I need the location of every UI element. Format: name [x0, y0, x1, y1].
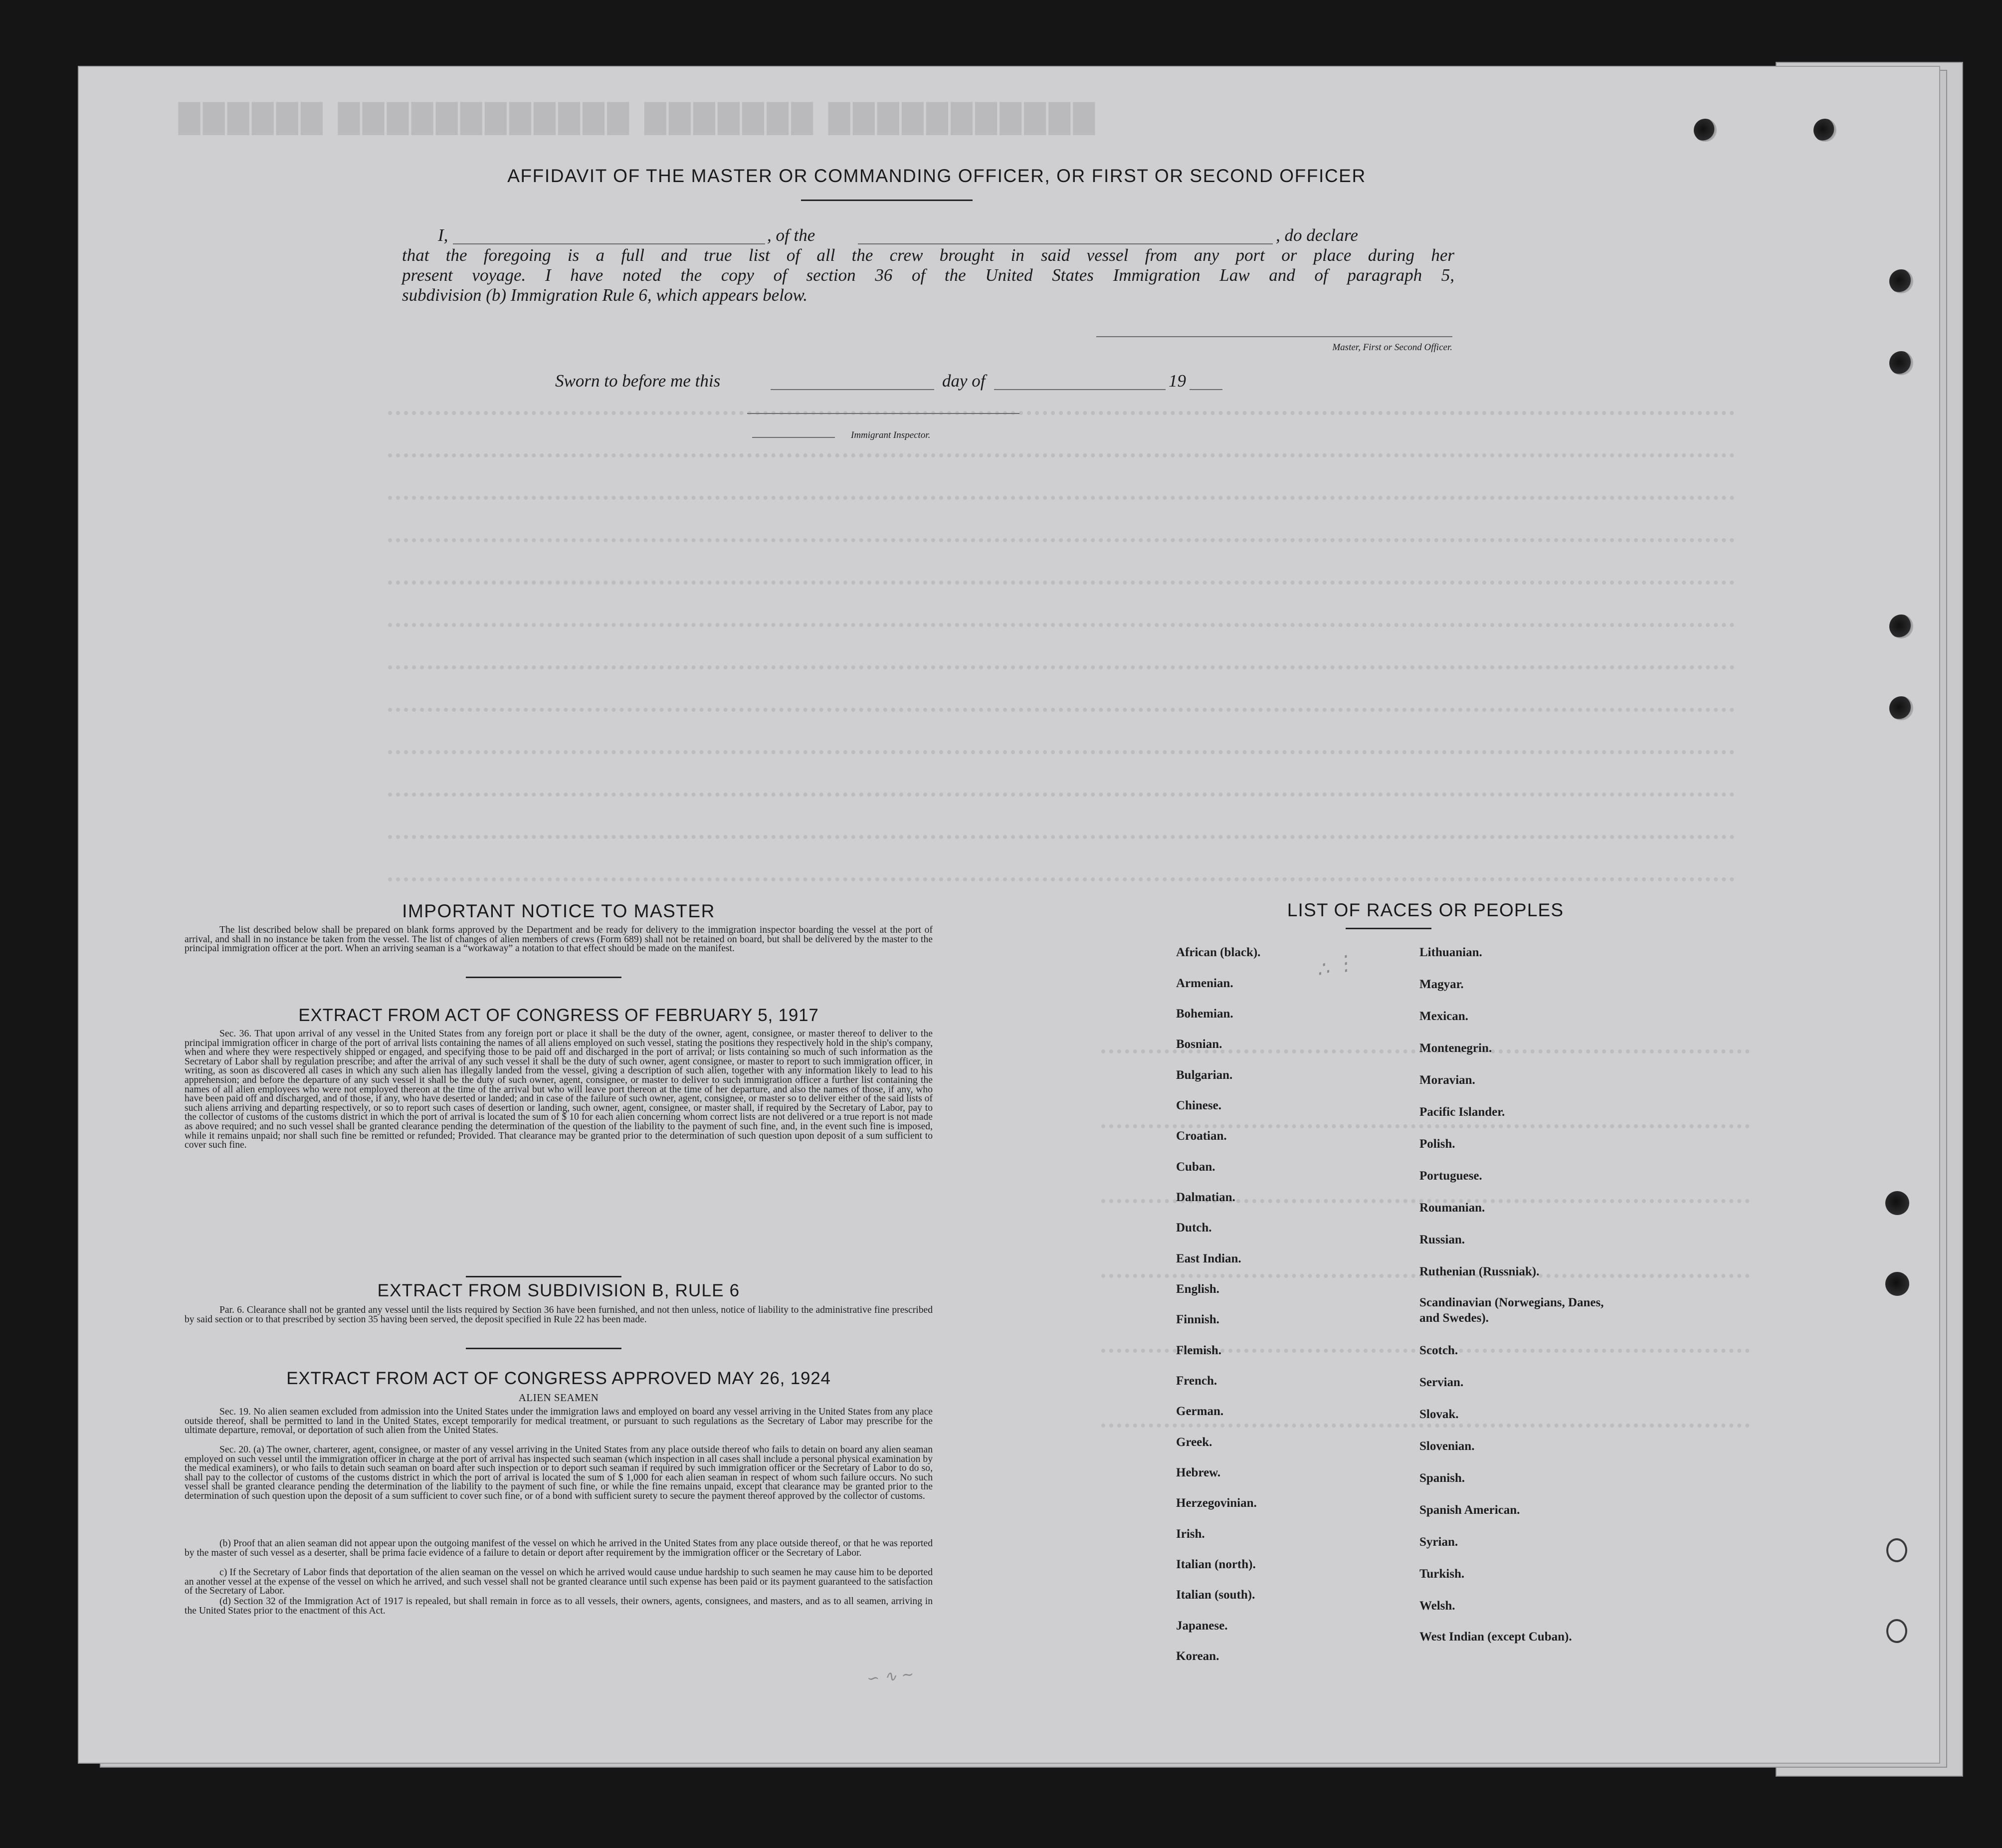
extract-rule6-title: EXTRACT FROM SUBDIVISION B, RULE 6 — [377, 1281, 740, 1300]
race-item: Slovenian. — [1419, 1439, 1475, 1453]
race-item: East Indian. — [1176, 1252, 1241, 1265]
notice-rule — [466, 977, 621, 978]
declaration-prefix: I, — [438, 225, 448, 245]
punch-hole — [1885, 1191, 1909, 1215]
race-item: Bosnian. — [1176, 1037, 1222, 1051]
race-item: Dalmatian. — [1176, 1191, 1235, 1204]
race-item: Mexican. — [1419, 1010, 1468, 1023]
race-item: Roumanian. — [1419, 1201, 1485, 1215]
race-item: Herzegovinian. — [1176, 1496, 1257, 1510]
punch-hole — [1885, 1272, 1909, 1296]
bleed-through-header: ██████ ████████████ ███████ ███████████ — [179, 103, 1098, 135]
punch-hole — [1886, 1619, 1907, 1643]
race-item: English. — [1176, 1282, 1219, 1296]
race-item: Pacific Islander. — [1419, 1105, 1505, 1119]
race-item: Croatian. — [1176, 1129, 1227, 1143]
punch-hole — [1886, 1538, 1907, 1562]
race-item: Scandinavian (Norwegians, Danes, and Swedes). — [1419, 1296, 1604, 1325]
race-item: Greek. — [1176, 1436, 1212, 1449]
declaration-line-3: present voyage. I have noted the copy of section 36 of the United States Immigration Law and of paragraph 5, — [402, 265, 1454, 285]
extract-rule6-text: Par. 6. Clearance shall not be granted any vessel until the lists required by Section 36 have been furnished, and not then unless, notice of liability to the administrative fine prescribed by said section or to that prescribed by section 35 having been served, the deposit specified in Rule 22 has been made. — [185, 1306, 933, 1325]
race-item: Magyar. — [1419, 978, 1464, 991]
bleed-through-row — [388, 496, 1735, 503]
races-title-rule — [1346, 928, 1431, 929]
affidavit-title-rule — [801, 200, 973, 201]
declaration-of-the: , of the — [767, 225, 815, 245]
race-item: Syrian. — [1419, 1535, 1458, 1549]
race-item: African (black). — [1176, 946, 1261, 959]
name-blank[interactable] — [453, 243, 765, 244]
race-item: Servian. — [1419, 1376, 1464, 1389]
punch-hole — [1889, 351, 1913, 375]
race-item: Portuguese. — [1419, 1169, 1482, 1183]
race-item: Moravian. — [1419, 1073, 1475, 1087]
bleed-through-row — [388, 538, 1735, 545]
race-item: Armenian. — [1176, 977, 1233, 990]
extract-1924-sec20a: Sec. 20. (a) The owner, charterer, agent, consignee, or master of any vessel arriving in the United States from any place outside thereof who fails to detain on board any alien seaman employed on such vessel until the immigration officer in charge at the port of arrival has inspected such seaman (which inspection in all cases shall include a personal physical examination by the medical examiners), or who fails to detain such seaman on board after such inspection or to deport such seaman if required by such immigration officer or the Secretary of Labor to do so, shall pay to the collector of customs of the customs district in which the port of arrival is located the sum of $ 1,000 for each alien seaman in respect of whom such failure occurs. No such vessel shall be granted clearance pending the determination of the liability to the payment of such fine, or while the fine remains unpaid, except that clearance may be granted prior to the determination of such question upon the deposit of a sum sufficient to cover such fine, or of a bond with sufficient surety to secure the payment thereof approved by the collector of customs. — [185, 1445, 933, 1501]
inspector-signature-line-short[interactable] — [752, 437, 835, 438]
affidavit-title: AFFIDAVIT OF THE MASTER OR COMMANDING OFFICER, OR FIRST OR SECOND OFFICER — [507, 166, 1366, 186]
bleed-through-row — [388, 708, 1735, 715]
bleed-through-row — [1101, 1424, 1750, 1431]
extract-1924-sec20d: (d) Section 32 of the Immigration Act of 1917 is repealed, but shall remain in force as to all vessels, their owners, agents, consignees, and masters, and as to all seamen, arriving in the United States prior to the enactment of this Act. — [185, 1597, 933, 1616]
race-item: Turkish. — [1419, 1567, 1465, 1581]
race-item: Flemish. — [1176, 1344, 1221, 1357]
inspector-signature-line[interactable] — [747, 413, 1019, 414]
bleed-through-row — [388, 665, 1735, 672]
race-item: Finnish. — [1176, 1313, 1219, 1326]
race-item: Bohemian. — [1176, 1007, 1233, 1021]
extract-1917-title: EXTRACT FROM ACT OF CONGRESS OF FEBRUARY 5, 1917 — [298, 1006, 819, 1025]
punch-hole — [1694, 119, 1717, 142]
bleed-through-row — [388, 835, 1735, 842]
punch-hole — [1889, 615, 1913, 638]
punch-hole — [1889, 696, 1913, 720]
sworn-day-of: day of — [942, 371, 986, 391]
punch-hole — [1813, 119, 1836, 142]
notice-text: The list described below shall be prepared on blank forms approved by the Department and be ready for delivery to the immigration inspector boarding the vessel at the port of arrival, and shall in no instance be taken from the vessel. The list of changes of alien members of crews (Form 689) shall not be retained on board, but shall be delivered by the master to the principal immigration officer at the port. When an arriving seaman is a “workaway” a notation to that effect should be made on the manifest. — [185, 926, 933, 954]
document-page — [78, 66, 1940, 1764]
race-item: Montenegrin. — [1419, 1041, 1492, 1055]
bleed-through-row — [388, 411, 1735, 418]
bleed-through-row — [388, 877, 1735, 884]
race-item: Spanish American. — [1419, 1503, 1520, 1517]
extract-1924-sec20b: (b) Proof that an alien seaman did not appear upon the outgoing manifest of the vessel on which he arrived in the United States from any place outside thereof, or that he was reported by the master of such vessel as a deserter, shall be prima facie evidence of a failure to detain or deport after requirement by the immigration officer or the Secretary of Labor. — [185, 1539, 933, 1558]
race-item: Cuban. — [1176, 1160, 1215, 1174]
bleed-through-row — [388, 581, 1735, 588]
extract-1924-sec19: Sec. 19. No alien seamen excluded from admission into the United States under the immigration laws and employed on board any vessel arriving in the United States from any place outside thereof, shall be permitted to land in the United States, except temporarily for medical treatment, or pursuant to such regulations as the Secretary of Labor may prescribe for the ultimate departure, removal, or deportation of such alien from the United States. — [185, 1408, 933, 1436]
race-item: Bulgarian. — [1176, 1068, 1233, 1082]
notice-title: IMPORTANT NOTICE TO MASTER — [402, 901, 715, 921]
race-item: Dutch. — [1176, 1221, 1212, 1234]
race-item: Polish. — [1419, 1137, 1455, 1151]
extract-1924-subtitle: ALIEN SEAMEN — [518, 1392, 599, 1404]
sworn-year-blank[interactable] — [1190, 389, 1222, 390]
extract-1924-sec20c: c) If the Secretary of Labor finds that deportation of the alien seaman on the vessel on which he arrived would cause undue hardship to such seamen he may cause him to be deported an another vessel at the expense of the vessel on which he arrived, and such vessel shall not be granted clearance until such expense has been paid or its payment guaranteed to the satisfaction of the Secretary of Labor. — [185, 1568, 933, 1597]
sworn-day-blank[interactable] — [771, 389, 934, 390]
race-item: Italian (north). — [1176, 1558, 1256, 1571]
race-item: Slovak. — [1419, 1408, 1459, 1421]
race-item: Italian (south). — [1176, 1588, 1255, 1602]
ink-smudge: ∴ ⋮ — [1313, 950, 1357, 983]
extract-rule6-rule — [466, 1348, 621, 1349]
bleed-through-row — [388, 453, 1735, 460]
extract-1917-rule — [466, 1276, 621, 1277]
declaration-line — [438, 225, 1455, 245]
declaration-suffix: , do declare — [1276, 225, 1358, 245]
declaration-line-4: subdivision (b) Immigration Rule 6, which appears below. — [402, 285, 808, 305]
extract-1924-title: EXTRACT FROM ACT OF CONGRESS APPROVED MAY 26, 1924 — [286, 1369, 831, 1388]
races-title: LIST OF RACES OR PEOPLES — [1287, 900, 1564, 920]
punch-hole — [1889, 269, 1913, 293]
race-item: Spanish. — [1419, 1471, 1465, 1485]
sworn-line — [555, 371, 1303, 391]
race-item: Russian. — [1419, 1233, 1465, 1246]
declaration-line-2: that the foregoing is a full and true list of all the crew brought in said vessel from any port or place during her — [402, 245, 1454, 265]
race-item: Korean. — [1176, 1649, 1219, 1663]
race-item: Hebrew. — [1176, 1466, 1221, 1479]
pencil-mark: ∽ ∿ ∼ — [866, 1665, 915, 1688]
race-item: Irish. — [1176, 1527, 1205, 1541]
sworn-year: 19 — [1169, 371, 1186, 391]
race-item: West Indian (except Cuban). — [1419, 1630, 1572, 1643]
race-item: Welsh. — [1419, 1599, 1455, 1613]
master-signature-label: Master, First or Second Officer. — [1332, 342, 1452, 353]
bleed-through-row — [388, 750, 1735, 757]
master-signature-line[interactable] — [1096, 336, 1452, 337]
race-item: German. — [1176, 1405, 1224, 1418]
race-item: Japanese. — [1176, 1619, 1228, 1633]
inspector-label: Immigrant Inspector. — [851, 430, 931, 440]
race-item: Lithuanian. — [1419, 946, 1482, 959]
vessel-blank[interactable] — [858, 243, 1273, 244]
sworn-month-blank[interactable] — [994, 389, 1166, 390]
race-item: French. — [1176, 1374, 1217, 1388]
extract-1917-text: Sec. 36. That upon arrival of any vessel in the United States from any foreign port or place it shall be the duty of the owner, agent, consignee, or master thereof to deliver to the principal immigration officer in charge of the port of arrival lists containing the names of all aliens employed on such vessel, stating the positions they respectively hold in the ship's company, when and where they were respectively shipped or engaged, and specifying those to be paid off and discharged in the port of arrival; or lists containing so much of such information as the Secretary of Labor shall by regulation prescribe; and after the arrival of any such vessel it shall be the duty of such owner, agent consignee, or master to report to such immigration officer, in writing, as soon as discovered all cases in which any such alien has illegally landed from the vessel, giving a description of such alien, together with any information likely to lead to his apprehension; and before the departure of any such vessel it shall be the duty of such owner, agent, consignee, or master to deliver to such immigration officer a further list containing the names of all alien employees who were not employed thereon at the time of the arrival but who will leave port thereon at the time of her departure, and also the names of those, if any, who have been paid off and discharged, and of those, if any, who have deserted or landed; and in case of the failure of such owner, agent, consignee, or master so to deliver either of the said lists of such aliens arriving and departing respectively, or so to report such cases of desertion or landing, such owner, agent, consignee, or master shall, if required by the Secretary of Labor, pay to the collector of customs of the customs district in which the port of arrival is located the sum of $ 10 for each alien concerning whom correct lists are not delivered or a true report is not made as above required; and no such vessel shall be granted clearance pending the determination of the question of the liability to the payment of such fine, and, in the event such fine is imposed, while it remains unpaid; nor shall such fine be remitted or refunded; Provided. That clearance may be granted prior to the determination of such question upon deposit of a sum sufficient to cover such fine. — [185, 1029, 933, 1151]
race-item: Scotch. — [1419, 1344, 1458, 1357]
bleed-through-row — [388, 793, 1735, 800]
race-item: Chinese. — [1176, 1099, 1221, 1112]
bleed-through-row — [388, 623, 1735, 630]
race-item: Ruthenian (Russniak). — [1419, 1265, 1540, 1278]
sworn-prefix: Sworn to before me this — [555, 371, 721, 391]
